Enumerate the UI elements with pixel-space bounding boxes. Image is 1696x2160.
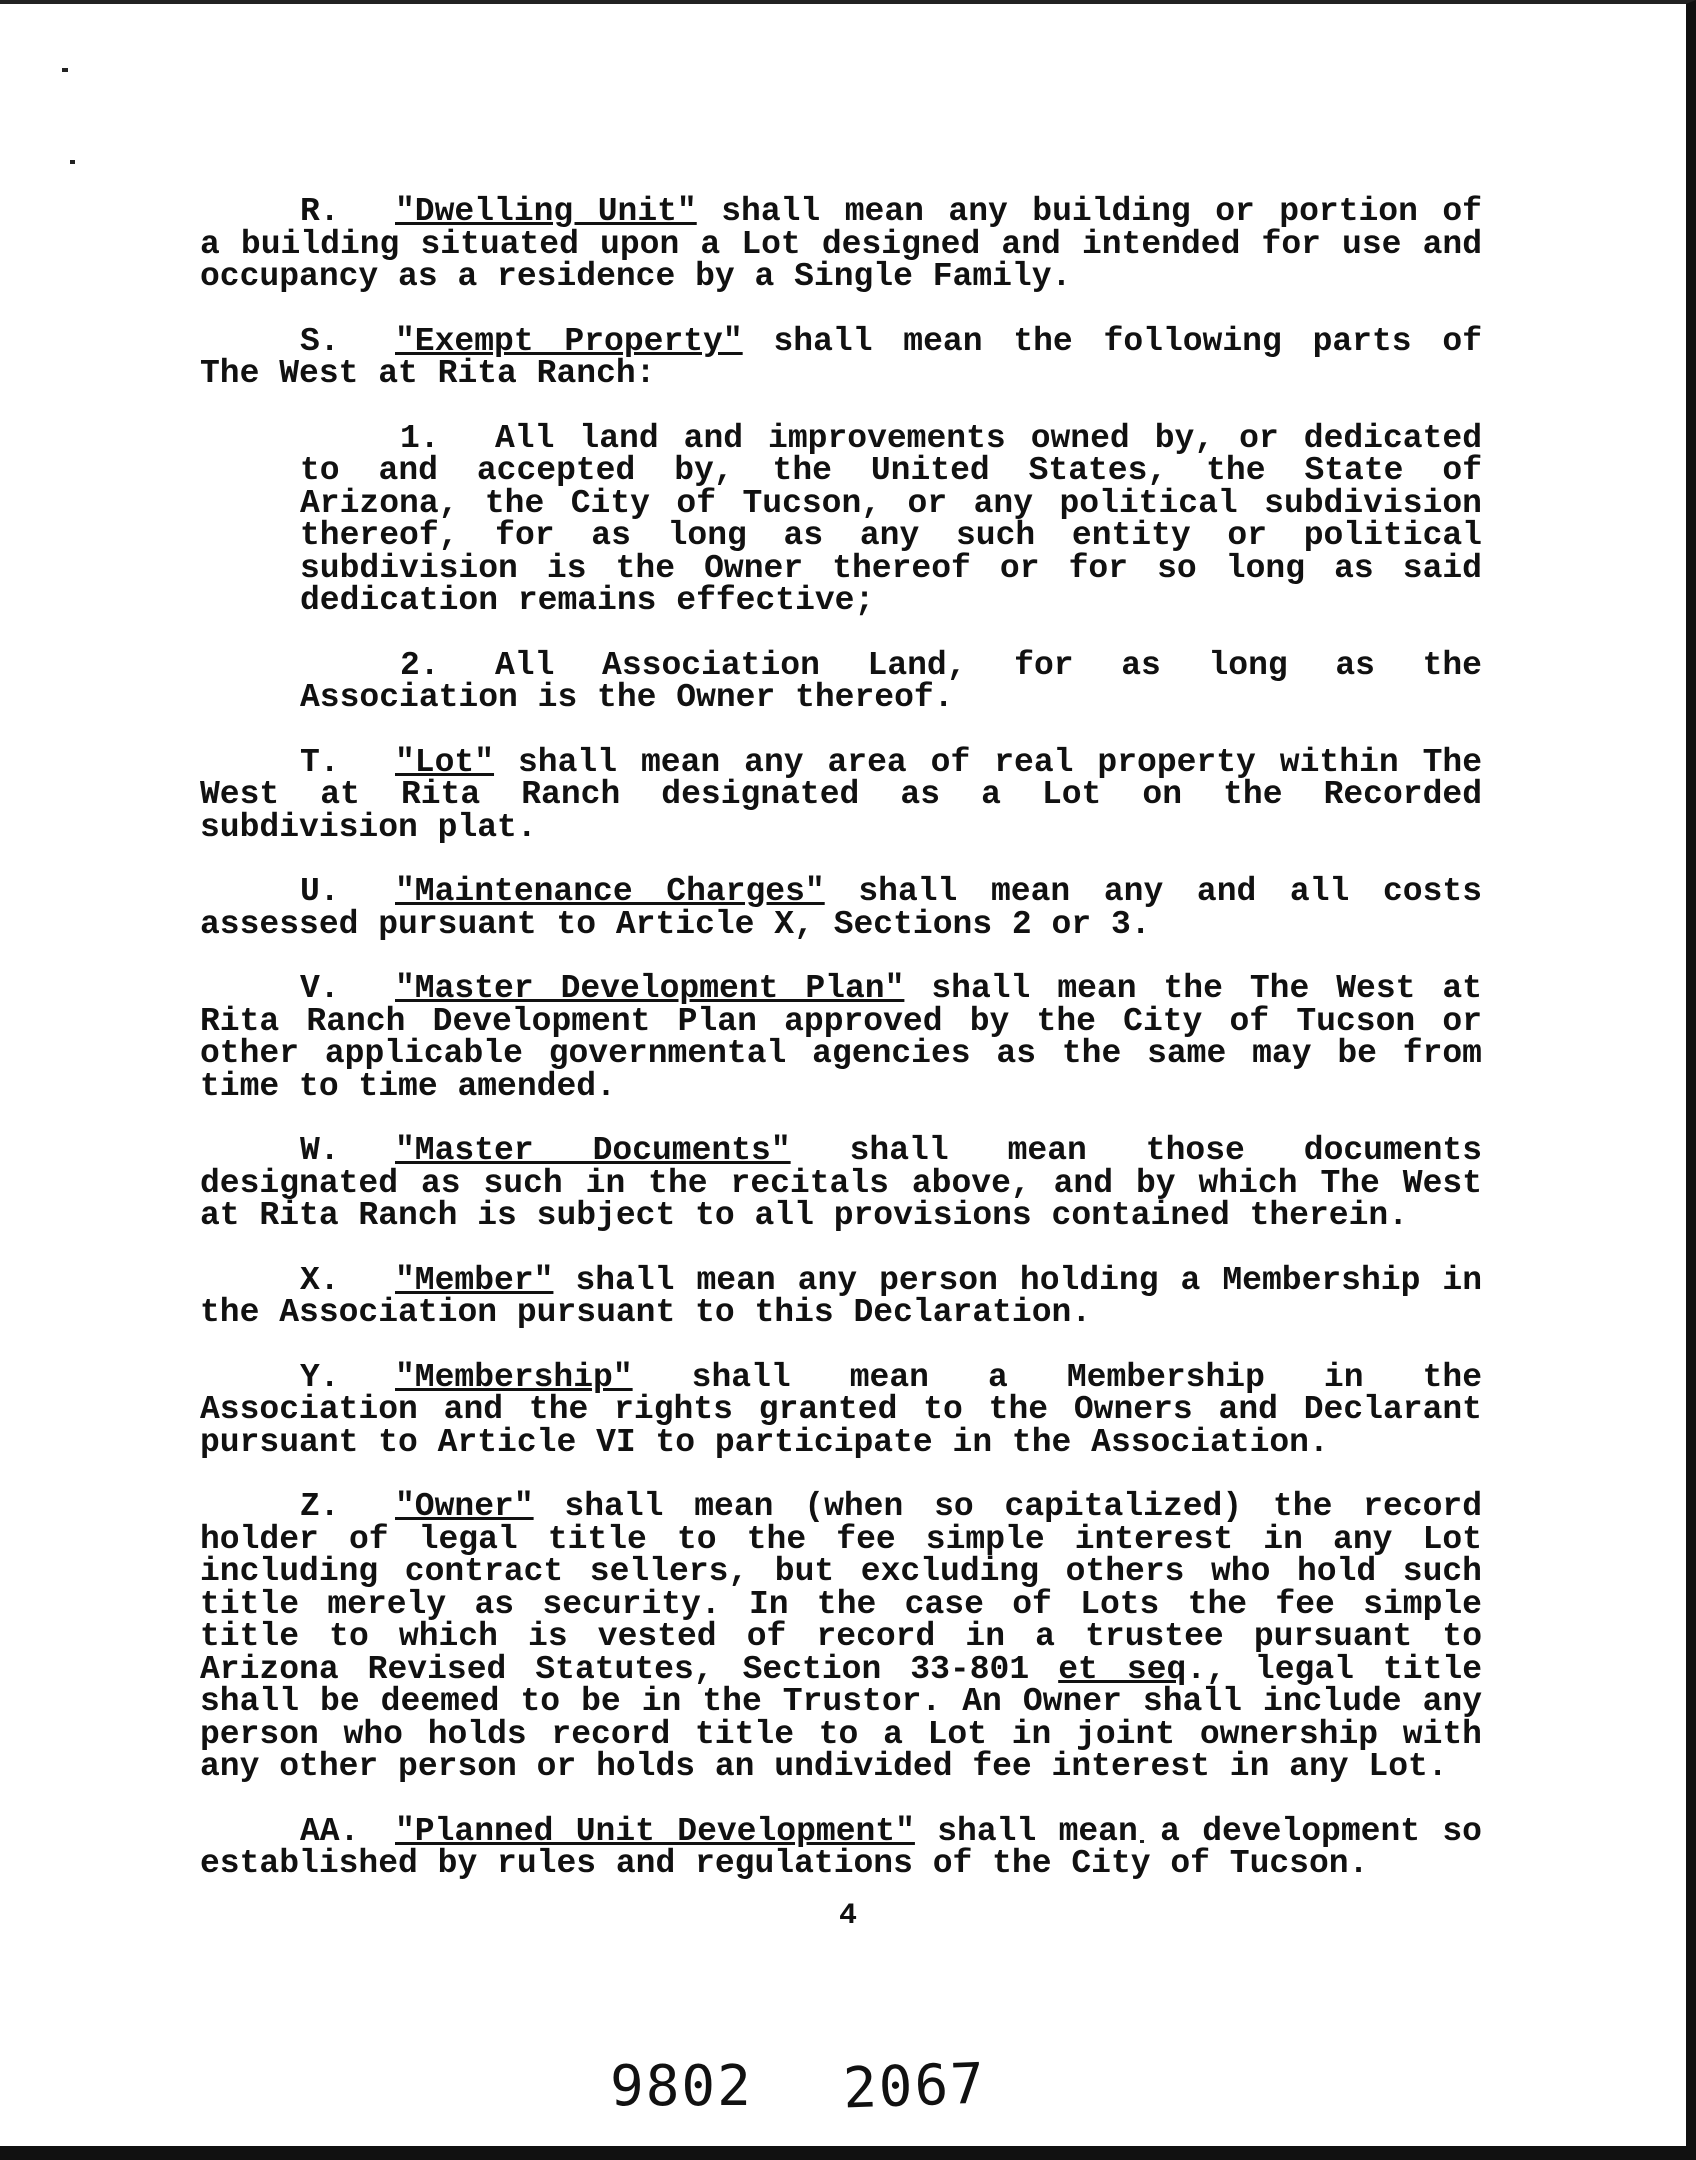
definition-s (200, 322, 1483, 392)
definition-label: W. (300, 1132, 340, 1169)
definition-z (200, 1488, 1483, 1785)
definition-label: Y. (300, 1358, 340, 1396)
definition-label: R. (300, 193, 340, 230)
sub-item-label: 1. (400, 419, 440, 457)
definition-text: shall mean any person holding a Membership in the Association pursuant to this Declaration. (200, 1261, 1482, 1331)
sub-item-2 (200, 646, 1482, 716)
definition-w (200, 1132, 1483, 1234)
definition-r (200, 193, 1482, 295)
definition-text: ., legal title shall be deemed to be in the Trustor. An Owner shall include any person who holds record title to a Lot in joint ownership with any other person or holds an undivided fee interest in any Lot. (200, 1650, 1483, 1785)
sub-item-text: All Association Land, for as long as the Association is the Owner thereof. (300, 646, 1482, 716)
defined-term: "Owner" (395, 1488, 534, 1525)
definition-text: shall mean a Membership in the Association and the rights granted to the Owners and Declarant pursuant to Article VI to participate in the Association. (200, 1358, 1482, 1461)
sub-item-1 (200, 419, 1482, 619)
latin-term: et seq (1058, 1650, 1187, 1688)
body-text (200, 193, 1483, 1913)
definition-t (200, 743, 1482, 846)
definition-label: U. (300, 873, 340, 910)
page-number: 4 (838, 1899, 857, 1933)
defined-term: "Lot" (395, 743, 495, 781)
definition-text: shall mean those documents designated as such in the recitals above, and by which The West at Rita Ranch is subject to all provisions contained therein. (200, 1132, 1483, 1234)
stamp-right-number: 2067 (841, 2051, 987, 2122)
definition-text: shall mean any and all costs assessed pursuant to Article X, Sections 2 or 3. (200, 873, 1482, 943)
definition-y (200, 1358, 1482, 1461)
defined-term: "Planned Unit Development" (395, 1812, 915, 1850)
definition-text: shall mean any area of real property within The West at Rita Ranch designated as a Lot on the Recorded subdivision plat. (200, 743, 1482, 846)
definition-x (200, 1261, 1482, 1331)
defined-term: "Maintenance Charges" (395, 873, 825, 910)
definition-v (200, 970, 1482, 1105)
defined-term: "Master Documents" (395, 1132, 791, 1169)
definition-text: shall mean the following parts of The West at Rita Ranch: (200, 322, 1483, 392)
definition-label: X. (300, 1261, 340, 1299)
definition-label: Z. (300, 1488, 340, 1525)
document-stamp (610, 2051, 1010, 2122)
sub-item-text: All land and improvements owned by, or dedicated to and accepted by, the United States, the State of Arizona, the City of Tucson, or any political subdivision thereof, for as long as any such entity or political subdivision is the Owner thereof or for so long as said dedication remains effective; (300, 419, 1482, 619)
defined-term: "Dwelling Unit" (395, 193, 697, 230)
definition-aa (200, 1812, 1482, 1882)
definition-text: shall mean the The West at Rita Ranch Development Plan approved by the City of Tucson or other applicable governmental agencies as the same may be from time to time amended. (200, 970, 1482, 1105)
definition-label: AA. (300, 1812, 360, 1850)
stamp-left-number: 9802 (610, 2054, 753, 2119)
sub-item-label: 2. (400, 646, 440, 684)
scan-speck (70, 160, 75, 164)
definition-text: shall mean a development so established by rules and regulations of the City of Tucson. (200, 1812, 1482, 1882)
definition-label: S. (300, 322, 340, 360)
defined-term: "Member" (395, 1261, 554, 1299)
defined-term: "Master Development Plan" (395, 970, 905, 1007)
scan-speck (62, 68, 68, 72)
definition-text: shall mean (when so capitalized) the record holder of legal title to the fee simple interest in any Lot including contract sellers, but excluding others who hold such title merely as security. In the case of Lots the fee simple title to which is vested of record in a trustee pursuant to Arizona Revised Statutes, Section 33-801 (200, 1488, 1482, 1688)
defined-term: "Membership" (395, 1358, 633, 1396)
definition-label: V. (300, 970, 340, 1007)
defined-term: "Exempt Property" (395, 322, 743, 360)
definition-u (200, 873, 1482, 943)
definition-text: shall mean any building or portion of a building situated upon a Lot designed and intended for use and occupancy as a residence by a Single Family. (200, 193, 1482, 295)
definition-label: T. (300, 743, 340, 781)
